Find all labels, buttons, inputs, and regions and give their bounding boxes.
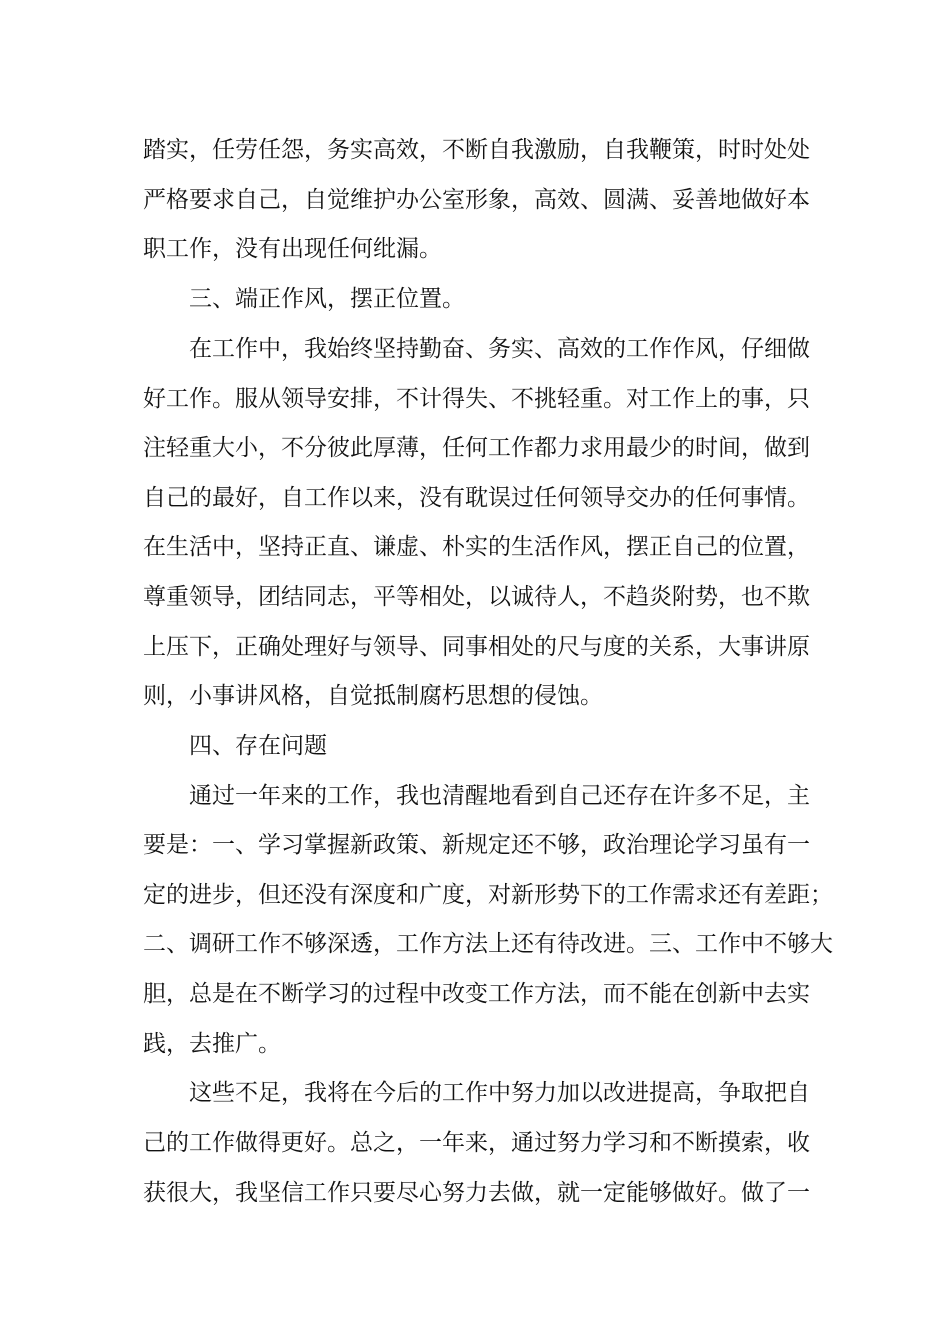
text-line: 职工作，没有出现任何纰漏。 xyxy=(143,236,442,262)
text-line: 要是：一、学习掌握新政策、新规定还不够，政治理论学习虽有一 xyxy=(143,832,810,858)
text-line: 严格要求自己，自觉维护办公室形象，高效、圆满、妥善地做好本 xyxy=(143,187,810,213)
text-line: 上压下，正确处理好与领导、同事相处的尺与度的关系，大事讲原 xyxy=(143,634,810,660)
text-line: 好工作。服从领导安排，不计得失、不挑轻重。对工作上的事，只 xyxy=(143,386,810,412)
text-line: 注轻重大小，不分彼此厚薄，任何工作都力求用最少的时间，做到 xyxy=(143,435,810,461)
text-line: 这些不足，我将在今后的工作中努力加以改进提高，争取把自 xyxy=(189,1080,810,1106)
text-line: 胆，总是在不断学习的过程中改变工作方法，而不能在创新中去实 xyxy=(143,981,810,1007)
text-line: 己的工作做得更好。总之，一年来，通过努力学习和不断摸索，收 xyxy=(143,1130,810,1156)
text-line: 践，去推广。 xyxy=(143,1031,281,1057)
section-heading: 三、端正作风，摆正位置。 xyxy=(189,286,465,312)
text-line: 二、调研工作不够深透，工作方法上还有待改进。三、工作中不够大 xyxy=(143,931,833,957)
text-line: 自己的最好，自工作以来，没有耽误过任何领导交办的任何事情。 xyxy=(143,485,810,511)
text-line: 通过一年来的工作，我也清醒地看到自己还存在许多不足，主 xyxy=(189,783,810,809)
text-line: 在工作中，我始终坚持勤奋、务实、高效的工作作风，仔细做 xyxy=(189,336,810,362)
text-line: 在生活中，坚持正直、谦虚、朴实的生活作风，摆正自己的位置， xyxy=(143,534,810,560)
text-line: 踏实，任劳任怨，务实高效，不断自我激励，自我鞭策，时时处处 xyxy=(143,137,810,163)
text-line: 获很大，我坚信工作只要尽心努力去做，就一定能够做好。做了一 xyxy=(143,1180,810,1206)
text-line: 则，小事讲风格，自觉抵制腐朽思想的侵蚀。 xyxy=(143,683,603,709)
text-line: 定的进步，但还没有深度和广度，对新形势下的工作需求还有差距； xyxy=(143,882,833,908)
text-line: 尊重领导，团结同志，平等相处，以诚待人，不趋炎附势，也不欺 xyxy=(143,584,810,610)
section-heading: 四、存在问题 xyxy=(189,733,327,759)
